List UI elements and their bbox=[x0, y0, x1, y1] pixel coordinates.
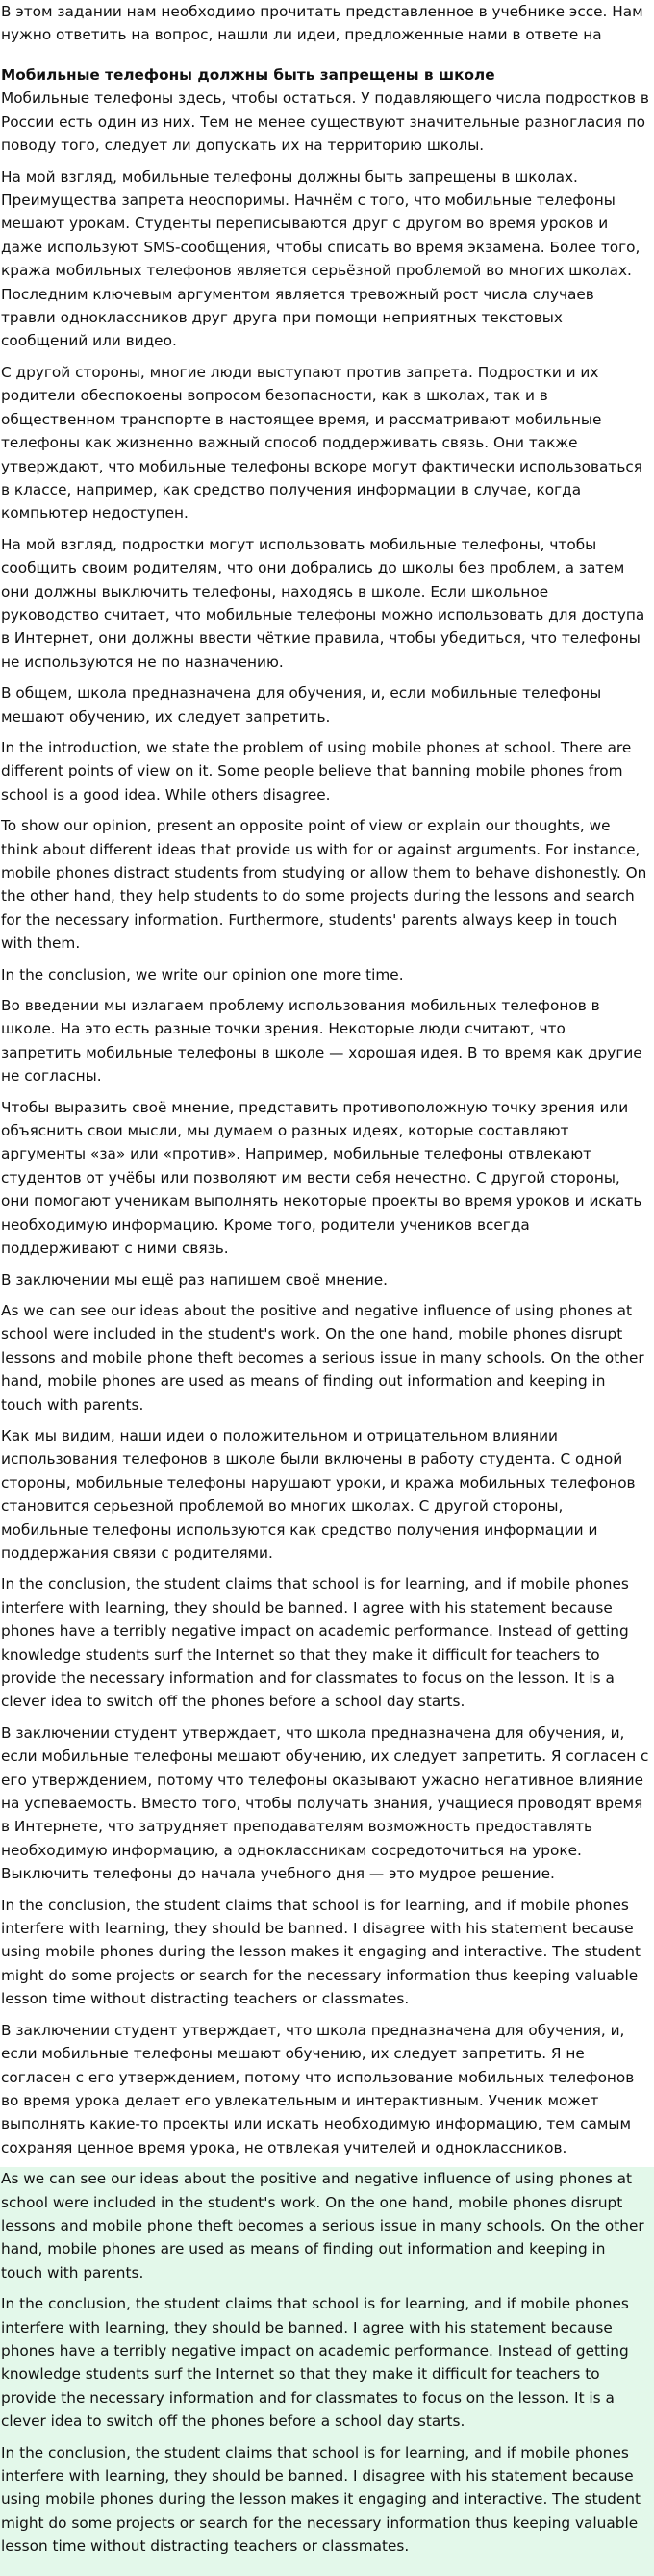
highlighted-paragraph-1: As we can see our ideas about the positive and negative influence of using phones at school were included in the student's work. On the one hand, mobile phones disrupt lessons and mobile phone theft becomes a serious issue in many schools. On the other hand, mobile phones are used as means of finding out information and keeping in touch with parents. bbox=[1, 2170, 644, 2282]
paragraph-8: In the conclusion, we write our opinion one more time. bbox=[1, 965, 404, 983]
paragraph-3: С другой стороны, многие люди выступают против запрета. Подростки и их родители обеспокоены вопросом безопасности, как в школах, так и в общественном транспорте в настоящее время, и рассматривают мобильные телефоны как жизненно важный способ поддерживать связь. Они также утверждают, что мобильные телефоны вскоре могут фактически использоваться в классе, например, как средство получения информации в случае, когда компьютер недоступен. bbox=[1, 363, 642, 523]
highlighted-paragraph-3: In the conclusion, the student claims that school is for learning, and if mobile phones interfere with learning, they should be banned. I disagree with his statement because using mobile phones during the lesson makes it engaging and interactive. The student might do some projects or search for the necessary information thus keeping valuable lesson time without distracting teachers or classmates. bbox=[1, 2443, 641, 2556]
paragraph-17: В заключении студент утверждает, что школа предназначена для обучения, и, если мобильные телефоны мешают обучению, их следует запретить. Я не согласен с его утверждением, потому что использование мобильных телефонов во время урока делает его увлекательным и интерактивным. Ученик может выполнять какие-то проекты или искать необходимую информацию, тем самым сохраняя ценное время урока, не отвлекая учителей и одноклассников. bbox=[1, 2021, 635, 2156]
paragraph-11: В заключении мы ещё раз напишем своё мнение. bbox=[1, 1270, 388, 1288]
paragraph-5: В общем, школа предназначена для обучения, и, если мобильные телефоны мешают обучению, их следует запретить. bbox=[1, 684, 602, 726]
paragraph-12: As we can see our ideas about the positive and negative influence of using phones at school were included in the student's work. On the one hand, mobile phones disrupt lessons and mobile phone theft becomes a serious issue in many schools. On the other hand, mobile phones are used as means of finding out information and keeping in touch with parents. bbox=[1, 1301, 644, 1414]
intro-text: В этом задании нам необходимо прочитать представленное в учебнике эссе. Нам нужно ответить на вопрос, нашли ли идеи, предложенные нами в ответе на bbox=[1, 3, 643, 44]
paragraph-4: На мой взгляд, подростки могут использовать мобильные телефоны, чтобы сообщить своим родителям, что они добрались до школы без проблем, а затем они должны выключить телефоны, находясь в школе. Если школьное руководство считает, что мобильные телефоны можно использовать для доступа в Интернет, они должны ввести чёткие правила, чтобы убедиться, что телефоны не используются не по назначению. bbox=[1, 535, 645, 671]
paragraph-1: Мобильные телефоны здесь, чтобы остаться. У подавляющего числа подростков в России есть один из них. Тем не менее существуют значительные разногласия по поводу того, следует ли допускать их на территорию школы. bbox=[1, 89, 649, 155]
paragraph-16: In the conclusion, the student claims that school is for learning, and if mobile phones interfere with learning, they should be banned. I disagree with his statement because using mobile phones during the lesson makes it engaging and interactive. The student might do some projects or search for the necessary information thus keeping valuable lesson time without distracting teachers or classmates. bbox=[1, 1896, 641, 2008]
paragraph-2: На мой взгляд, мобильные телефоны должны быть запрещены в школах. Преимущества запрета неоспоримы. Начнём с того, что мобильные телефоны мешают урокам. Студенты переписываются друг с другом во время уроков и даже используют SMS-сообщения, чтобы списать во время экзамена. Более того, кража мобильных телефонов является серьёзной проблемой во многих школах. Последним ключевым аргументом является тревожный рост числа случаев травли одноклассников друг друга при помощи неприятных текстовых сообщений или видео. bbox=[1, 167, 641, 350]
essay-title: Мобильные телефоны должны быть запрещены в школе bbox=[1, 66, 495, 84]
paragraph-7: To show our opinion, present an opposite point of view or explain our thoughts, we think about different ideas that provide us with for or against arguments. For instance, mobile phones distract students from studying or allow them to behave dishonestly. On the other hand, they help students to do some projects during the lessons and search for the necessary information. Furthermore, students' parents always keep in touch with them. bbox=[1, 817, 647, 953]
highlighted-paragraph-2: In the conclusion, the student claims that school is for learning, and if mobile phones interfere with learning, they should be banned. I agree with his statement because phones have a terribly negative impact on academic performance. Instead of getting knowledge students surf the Internet so that they make it difficult for teachers to provide the necessary information and for classmates to focus on the lesson. It is a clever idea to switch off the phones before a school day starts. bbox=[1, 2295, 629, 2431]
highlighted-answer-block bbox=[0, 2167, 654, 2576]
paragraph-6: In the introduction, we state the problem of using mobile phones at school. There are different points of view on it. Some people believe that banning mobile phones from school is a good idea. While others disagree. bbox=[1, 738, 632, 803]
paragraph-9: Во введении мы излагаем проблему использования мобильных телефонов в школе. На это есть разные точки зрения. Некоторые люди считают, что запретить мобильные телефоны в школе — хорошая идея. В то время как другие не согласны. bbox=[1, 997, 642, 1085]
paragraph-10: Чтобы выразить своё мнение, представить противоположную точку зрения или объяснить свои мысли, мы думаем о разных идеях, которые составляют аргументы «за» или «против». Например, мобильные телефоны отвлекают студентов от учёбы или позволяют им вести себя нечестно. С другой стороны, они помогают ученикам выполнять некоторые проекты во время уроков и искать необходимую информацию. Кроме того, родители учеников всегда поддерживают с ними связь. bbox=[1, 1098, 642, 1258]
paragraph-14: In the conclusion, the student claims that school is for learning, and if mobile phones interfere with learning, they should be banned. I agree with his statement because phones have a terribly negative impact on academic performance. Instead of getting knowledge students surf the Internet so that they make it difficult for teachers to provide the necessary information and for classmates to focus on the lesson. It is a clever idea to switch off the phones before a school day starts. bbox=[1, 1575, 629, 1711]
paragraph-13: Как мы видим, наши идеи о положительном и отрицательном влиянии использования телефонов в школе были включены в работу студента. С одной стороны, мобильные телефоны нарушают уроки, и кража мобильных телефонов становится серьезной проблемой во многих школах. С другой стороны, мобильные телефоны используются как средство получения информации и поддержания связи с родителями. bbox=[1, 1426, 636, 1562]
paragraph-15: В заключении студент утверждает, что школа предназначена для обучения, и, если мобильные телефоны мешают обучению, их следует запретить. Я согласен с его утверждением, потому что телефоны оказывают ужасно негативное влияние на успеваемость. Вместо того, чтобы получать знания, учащиеся проводят время в Интернете, что затрудняет преподавателям возможность предоставлять необходимую информацию, а одноклассникам сосредоточиться на уроке. Выключить телефоны до начала учебного дня — это мудрое решение. bbox=[1, 1723, 649, 1883]
